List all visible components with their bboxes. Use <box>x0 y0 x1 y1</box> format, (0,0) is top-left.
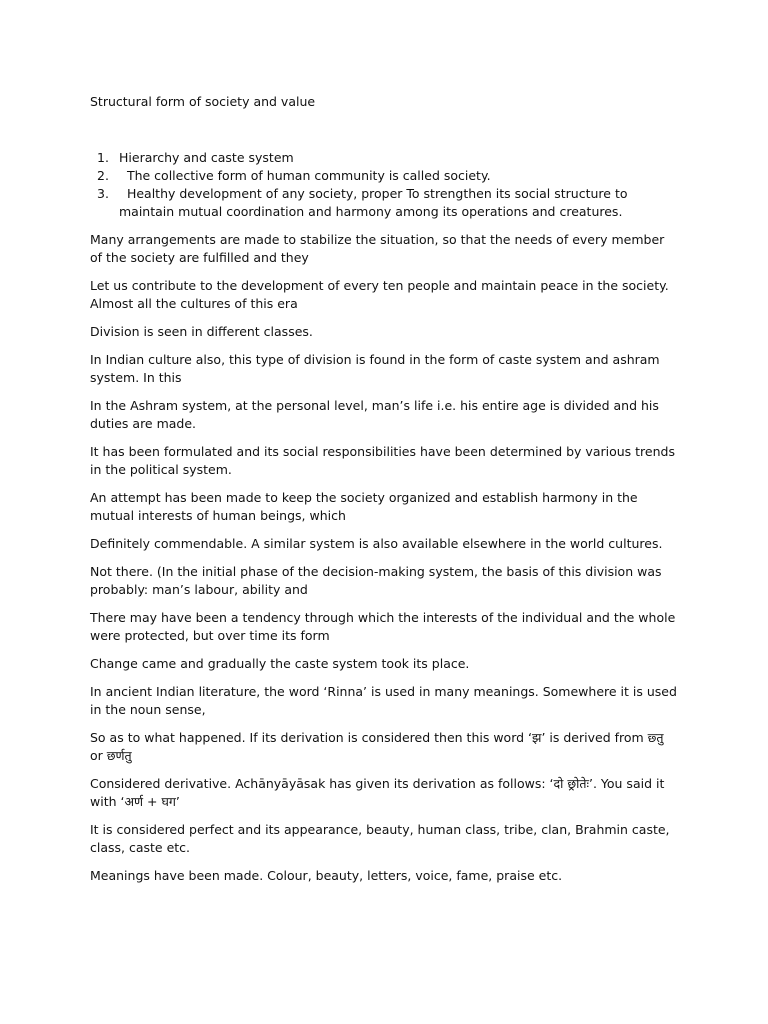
paragraph: So as to what happened. If its derivation is considered then this word ‘झ’ is derived from छ्तु or छर्णतु <box>90 730 664 763</box>
paragraph: Considered derivative. Achānyāyāsak has given its derivation as follows: ‘दो छ्रोतेः’. You said it with ‘अर्ण + घग’ <box>90 776 665 809</box>
paragraph: Let us contribute to the development of every ten people and maintain peace in the society. Almost all the cultures of this era <box>90 278 669 311</box>
paragraph: In Indian culture also, this type of division is found in the form of caste system and ashram system. In this <box>90 352 660 385</box>
paragraph: Meanings have been made. Colour, beauty, letters, voice, fame, praise etc. <box>90 868 563 883</box>
paragraph: There may have been a tendency through which the interests of the individual and the whole were protected, but over time its form <box>90 610 676 643</box>
paragraph: In ancient Indian literature, the word ‘Rinna’ is used in many meanings. Somewhere it is used in the noun sense, <box>90 684 677 717</box>
paragraph: Many arrangements are made to stabilize the situation, so that the needs of every member of the society are fulfilled and they <box>90 232 665 265</box>
paragraph: It has been formulated and its social responsibilities have been determined by various trends in the political system. <box>90 444 675 477</box>
list-marker: 3. <box>97 186 109 201</box>
paragraph: It is considered perfect and its appearance, beauty, human class, tribe, clan, Brahmin caste, class, caste etc. <box>90 822 670 855</box>
paragraph: An attempt has been made to keep the society organized and establish harmony in the mutual interests of human beings, which <box>90 490 638 523</box>
list-item <box>90 149 680 167</box>
paragraph: In the Ashram system, at the personal level, man’s life i.e. his entire age is divided and his duties are made. <box>90 398 659 431</box>
paragraph: Division is seen in different classes. <box>90 324 313 339</box>
paragraph: Definitely commendable. A similar system is also available elsewhere in the world cultures. <box>90 536 663 551</box>
numbered-list <box>90 149 680 221</box>
list-item <box>90 167 680 185</box>
list-marker: 1. <box>97 150 109 165</box>
list-item <box>90 185 680 221</box>
paragraph: Change came and gradually the caste system took its place. <box>90 656 470 671</box>
list-item-text: Healthy development of any society, proper To strengthen its social structure to maintain mutual coordination and harmony among its operations and creatures. <box>119 186 632 219</box>
list-item-text: Hierarchy and caste system <box>119 150 294 165</box>
document-body <box>90 93 680 895</box>
list-marker: 2. <box>97 168 109 183</box>
paragraph: Not there. (In the initial phase of the decision-making system, the basis of this division was probably: man’s labour, ability and <box>90 564 662 597</box>
document-title: Structural form of society and value <box>90 94 316 109</box>
list-item-text: The collective form of human community is called society. <box>119 168 491 183</box>
